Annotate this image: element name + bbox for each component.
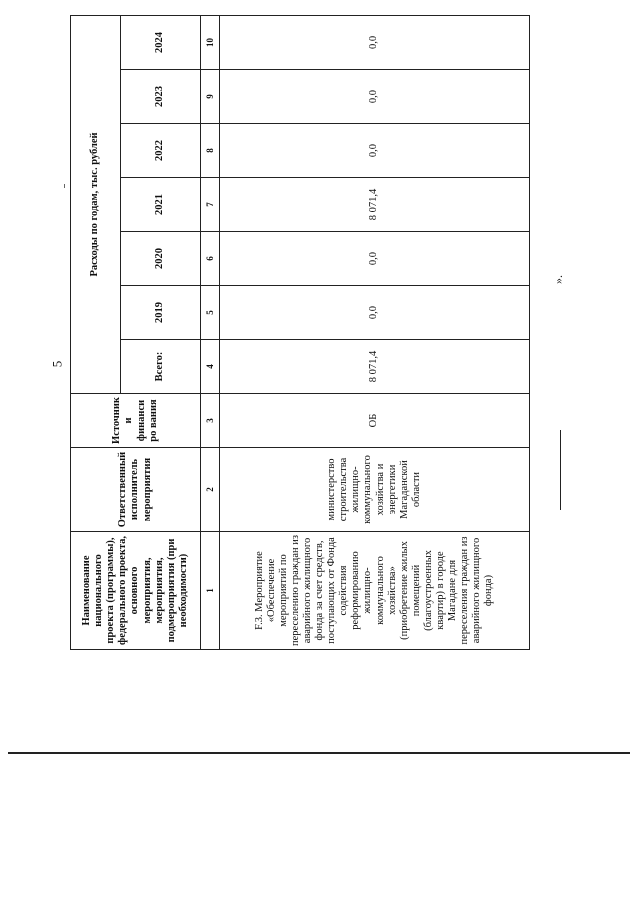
row-value-2022: 0,0 (220, 124, 530, 178)
header-year-2020: 2020 (121, 232, 201, 286)
col-num-6: 6 (201, 232, 220, 286)
header-year-2019: 2019 (121, 286, 201, 340)
col-num-1: 1 (201, 532, 220, 650)
col-num-7: 7 (201, 178, 220, 232)
row-value-2021: 8 071,4 (220, 178, 530, 232)
row-value-2020: 0,0 (220, 232, 530, 286)
header-year-2021: 2021 (121, 178, 201, 232)
col-num-10: 10 (201, 15, 220, 69)
header-year-2024: 2024 (121, 15, 201, 69)
header-row-1 (71, 15, 121, 649)
header-executor: Ответственный исполнитель мероприятия (71, 448, 201, 532)
page-number: 5 (49, 360, 65, 368)
signature-underline (560, 430, 561, 510)
header-name: Наименование национального проекта (программы), федерального проекта, основного мероприятия, мероприятия, подмероприятия (при необходимости) (71, 532, 201, 650)
col-num-8: 8 (201, 124, 220, 178)
rotated-table-container (70, 20, 530, 650)
col-num-2: 2 (201, 448, 220, 532)
row-value-2024: 0,0 (220, 15, 530, 69)
col-num-3: 3 (201, 394, 220, 448)
header-year-2023: 2023 (121, 70, 201, 124)
budget-table (70, 15, 530, 650)
closing-quote-mark: ». (551, 275, 565, 284)
table-row (220, 15, 530, 649)
row-value-2019: 0,0 (220, 286, 530, 340)
row-executor: министерство строительства жилищно-коммунального хозяйства и энергетики Магаданской области (220, 448, 530, 532)
header-year-2022: 2022 (121, 124, 201, 178)
row-name: F.3. Мероприятие «Обеспечение мероприятий по переселению граждан из аварийного жилищного фонда за счет средств, поступающих от Фонда содействия реформированию жилищно-коммунального хозяйства» (приобретение жилых помещений (благоустроенных квартир) в городе Магадане для переселения граждан из аварийного жилищного фонда) (220, 532, 530, 650)
col-num-4: 4 (201, 340, 220, 394)
column-number-row (201, 15, 220, 649)
row-total: 8 071,4 (220, 340, 530, 394)
row-value-2023: 0,0 (220, 70, 530, 124)
col-num-5: 5 (201, 286, 220, 340)
row-source: ОБ (220, 394, 530, 448)
header-total: Всего: (121, 340, 201, 394)
page-bottom-rule (8, 752, 630, 754)
header-sources: Источники финансиро вания (71, 394, 201, 448)
scan-mark (64, 184, 65, 188)
header-expenses-group: Расходы по годам, тыс. рублей (71, 15, 121, 393)
col-num-9: 9 (201, 70, 220, 124)
